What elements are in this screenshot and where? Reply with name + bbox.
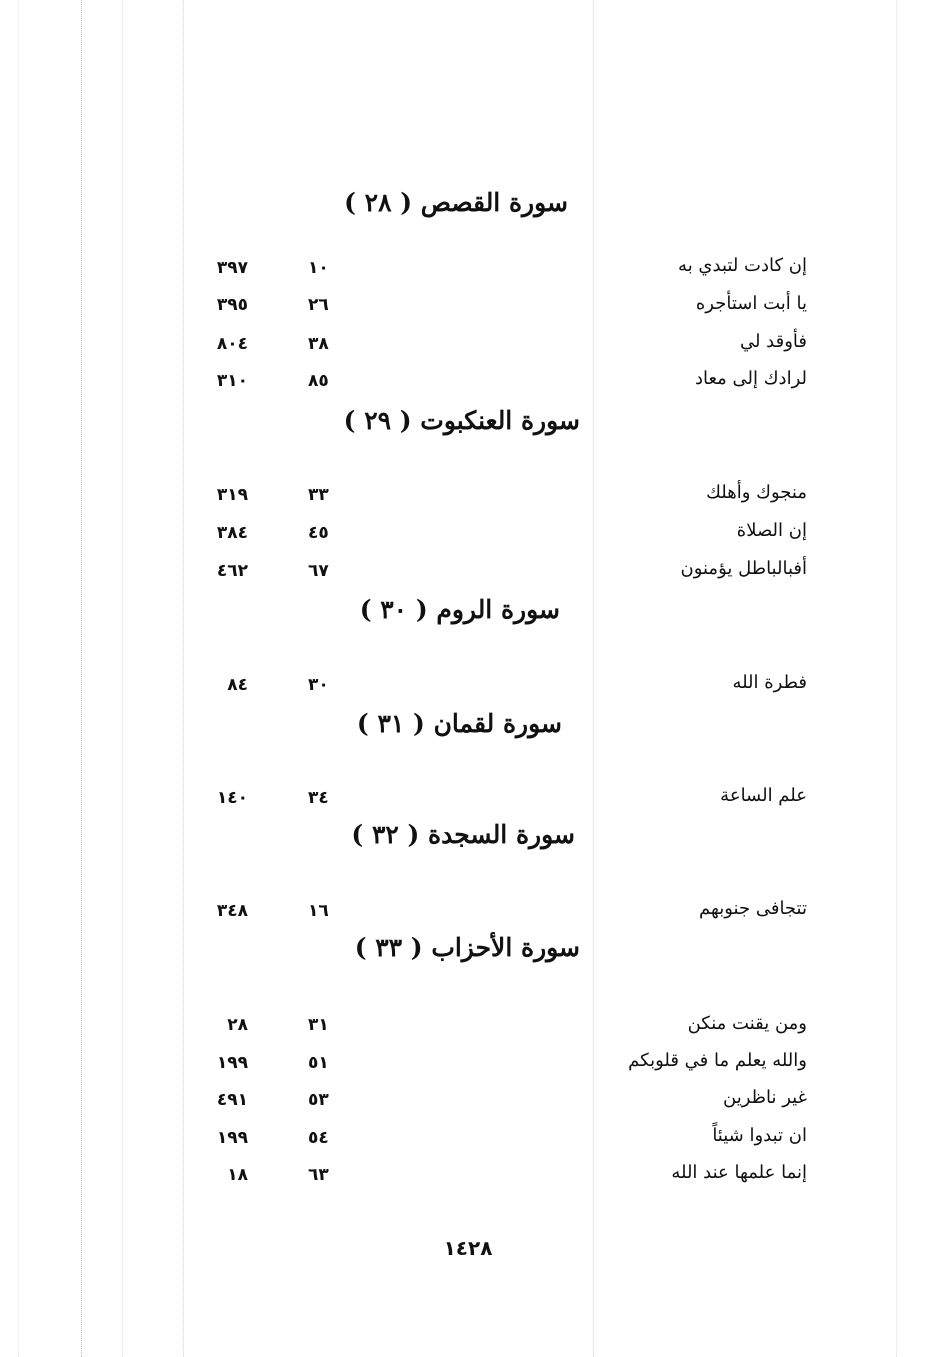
entry-verse: ٣٣: [308, 485, 329, 505]
entry-phrase: علم الساعة: [720, 785, 807, 806]
scan-guide-line: [183, 0, 184, 1357]
entry-page: ١٩٩: [216, 1128, 248, 1148]
surah-heading-rum: سورة الروم ( ٣٠ ): [359, 595, 560, 624]
entry-page: ٣٨٤: [216, 523, 248, 543]
entry-phrase: إن الصلاة: [736, 520, 807, 541]
entry-phrase: والله يعلم ما في قلوبكم: [628, 1050, 807, 1071]
scan-guide-line: [593, 0, 594, 1357]
entry-page: ٤٦٢: [216, 561, 248, 581]
entry-page: ٨٤: [227, 675, 248, 695]
entry-verse: ٥٣: [308, 1090, 329, 1110]
scan-guide-line: [18, 0, 19, 1357]
entry-verse: ٣١: [308, 1015, 329, 1035]
entry-verse: ١٠: [308, 258, 329, 278]
entry-verse: ٢٦: [308, 295, 329, 315]
entry-phrase: تتجافى جنوبهم: [698, 898, 807, 919]
surah-heading-qasas: سورة القصص ( ٢٨ ): [344, 188, 568, 217]
page-footer: [0, 1238, 930, 1258]
entry-page: ٢٨: [227, 1015, 248, 1035]
entry-verse: ٥٤: [308, 1128, 329, 1148]
entry-phrase: لرادك إلى معاد: [694, 368, 807, 389]
entry-verse: ٦٣: [308, 1165, 329, 1185]
entry-phrase: فطرة الله: [732, 672, 807, 693]
entry-verse: ٥١: [308, 1053, 329, 1073]
entry-page: ١٤٠: [216, 788, 248, 808]
entry-page: ٣٩٧: [216, 258, 248, 278]
entry-verse: ٦٧: [308, 561, 329, 581]
entry-page: ١٨: [227, 1165, 248, 1185]
entry-phrase: غير ناظرين: [723, 1087, 807, 1108]
entry-page: ٣١٩: [216, 485, 248, 505]
entry-phrase: ان تبدوا شيئاً: [712, 1125, 807, 1146]
page-number: ١٤٢٨: [443, 1236, 493, 1260]
entry-verse: ٤٥: [308, 523, 329, 543]
entry-phrase: يا أبت استأجره: [695, 293, 807, 314]
scan-guide-line: [122, 0, 123, 1357]
surah-heading-ahzab: سورة الأحزاب ( ٣٣ ): [354, 933, 580, 962]
surah-heading-ankabut: سورة العنكبوت ( ٢٩ ): [343, 406, 580, 435]
entry-phrase: فأوقد لي: [739, 331, 807, 352]
entry-page: ١٩٩: [216, 1053, 248, 1073]
entry-phrase: أفبالباطل يؤمنون: [680, 558, 807, 579]
entry-page: ٨٠٤: [216, 334, 248, 354]
entry-verse: ٨٥: [308, 371, 329, 391]
scan-guide-line: [896, 0, 897, 1357]
entry-verse: ٣٠: [308, 675, 329, 695]
surah-heading-sajda: سورة السجدة ( ٣٢ ): [351, 820, 575, 849]
entry-verse: ٣٤: [308, 788, 329, 808]
scan-guide-line: [81, 0, 82, 1357]
entry-phrase: إنما علمها عند الله: [671, 1162, 807, 1183]
surah-heading-luqman: سورة لقمان ( ٣١ ): [356, 709, 562, 738]
entry-phrase: ومن يقنت منكن: [687, 1013, 807, 1034]
entry-page: ٣٩٥: [216, 295, 248, 315]
entry-page: ٣١٠: [216, 371, 248, 391]
entry-phrase: إن كادت لتبدي به: [678, 255, 807, 276]
entry-page: ٤٩١: [216, 1090, 248, 1110]
entry-verse: ٣٨: [308, 334, 329, 354]
entry-page: ٣٤٨: [216, 901, 248, 921]
entry-verse: ١٦: [308, 901, 329, 921]
entry-phrase: منجوك وأهلك: [706, 482, 807, 503]
